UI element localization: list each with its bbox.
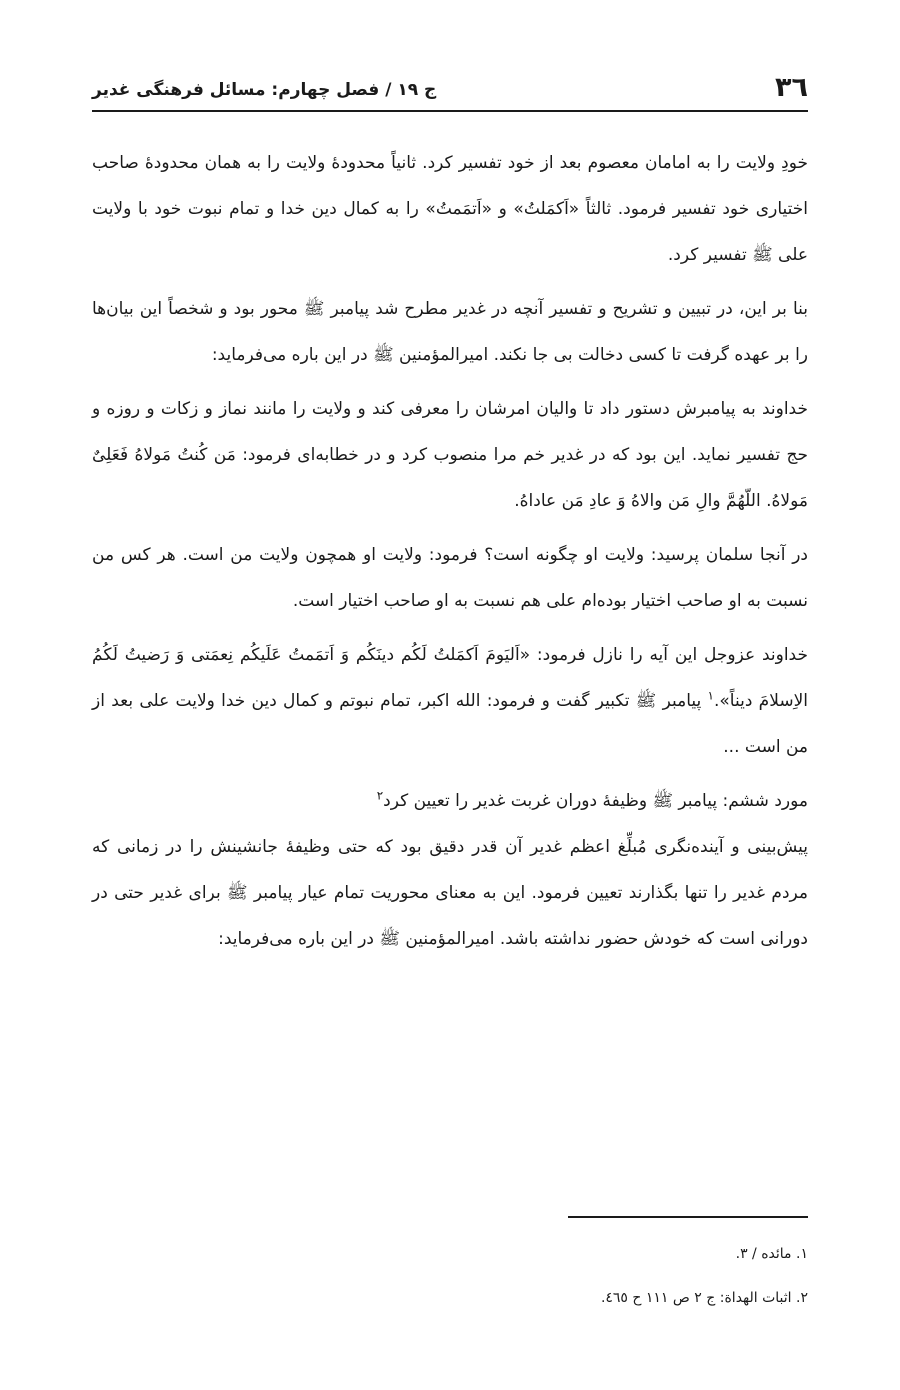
paragraph-1: خودِ ولایت را به امامان معصوم بعد از خود تفسیر کرد. ثانیاً محدودهٔ ولایت را به همان محدودهٔ صاحب اختیاری خود تفسیر فرمود. ثالثاً «اَکمَلتُ» و «اَتمَمتُ» را به کمال دین خدا و تمام نبوت خود با ولایت علی ﷺ تفسیر کرد. — [92, 153, 808, 265]
section-heading-text: مورد ششم: پیامبر ﷺ وظیفهٔ دوران غربت غدیر را تعیین کرد — [383, 791, 808, 811]
body-text — [92, 140, 808, 962]
running-title: ج ١٩ / فصل چهارم: مسائل فرهنگی غدیر — [92, 80, 437, 100]
paragraph-4: در آنجا سلمان پرسید: ولایت او چگونه است؟ فرمود: ولایت او همچون ولایت من است. هر کس من نسبت به او صاحب اختیار بوده‌ام علی هم نسبت به او صاحب اختیار است. — [92, 545, 808, 611]
book-page — [92, 0, 808, 1390]
footnote-1: ١. مائده / ٣. — [735, 1246, 808, 1262]
section-heading — [92, 778, 808, 824]
verse-continuation: پیامبر ﷺ تکبیر گفت و فرمود: الله اکبر، تمام نبوتم و کمال دین خدا ولایت علی بعد از من است ... — [92, 691, 808, 757]
footnote-ref-2[interactable]: ٢ — [376, 788, 384, 803]
footnote-2: ٢. اثبات الهداة: ج ٢ ص ١١١ ح ٤٦٥. — [600, 1290, 808, 1306]
page-number: ٣٦ — [775, 72, 808, 103]
paragraph-3: خداوند به پیامبرش دستور داد تا والیان امرشان را معرفی کند و ولایت را مانند نماز و زکات و روزه و حج تفسیر نماید. این بود که در غدیر خم مرا منصوب کرد و در خطابه‌ای فرمود: مَن کُنتُ مَولاهُ فَعَلِیٌ مَولاهُ. اللّهُمَّ والِ مَن والاهُ وَ عادِ مَن عاداهُ. — [92, 399, 808, 511]
footnotes — [92, 1232, 808, 1320]
page-header — [92, 70, 808, 112]
paragraph-final: پیش‌بینی و آینده‌نگری مُبلِّغ اعظم غدیر آن قدر دقیق بود که حتی وظیفهٔ جانشینش را در زمانی که مردم غدیر را تنها بگذارند تعیین فرمود. این به معنای محوریت تمام عیار پیامبر ﷺ برای غدیر حتی در دورانی است که خودش حضور نداشته باشد. امیرالمؤمنین ﷺ در این باره می‌فرماید: — [92, 837, 808, 949]
footnote-ref-1[interactable]: ١ — [707, 688, 714, 703]
paragraph-verse — [92, 632, 808, 770]
footnote-divider — [568, 1216, 808, 1218]
verse-text: خداوند عزوجل این آیه را نازل فرمود: «اَلیَومَ اَکمَلتُ لَکُم دینَکُم وَ اَتمَمتُ عَلَیکُم نِعمَتی وَ رَضیتُ لَکُمُ الاِسلامَ دیناً». — [92, 645, 808, 711]
paragraph-2: بنا بر این، در تبیین و تشریح و تفسیر آنچه در غدیر مطرح شد پیامبر ﷺ محور بود و شخصاً این بیان‌ها را بر عهده گرفت تا کسی دخالت بی جا نکند. امیرالمؤمنین ﷺ در این باره می‌فرماید: — [92, 299, 808, 365]
